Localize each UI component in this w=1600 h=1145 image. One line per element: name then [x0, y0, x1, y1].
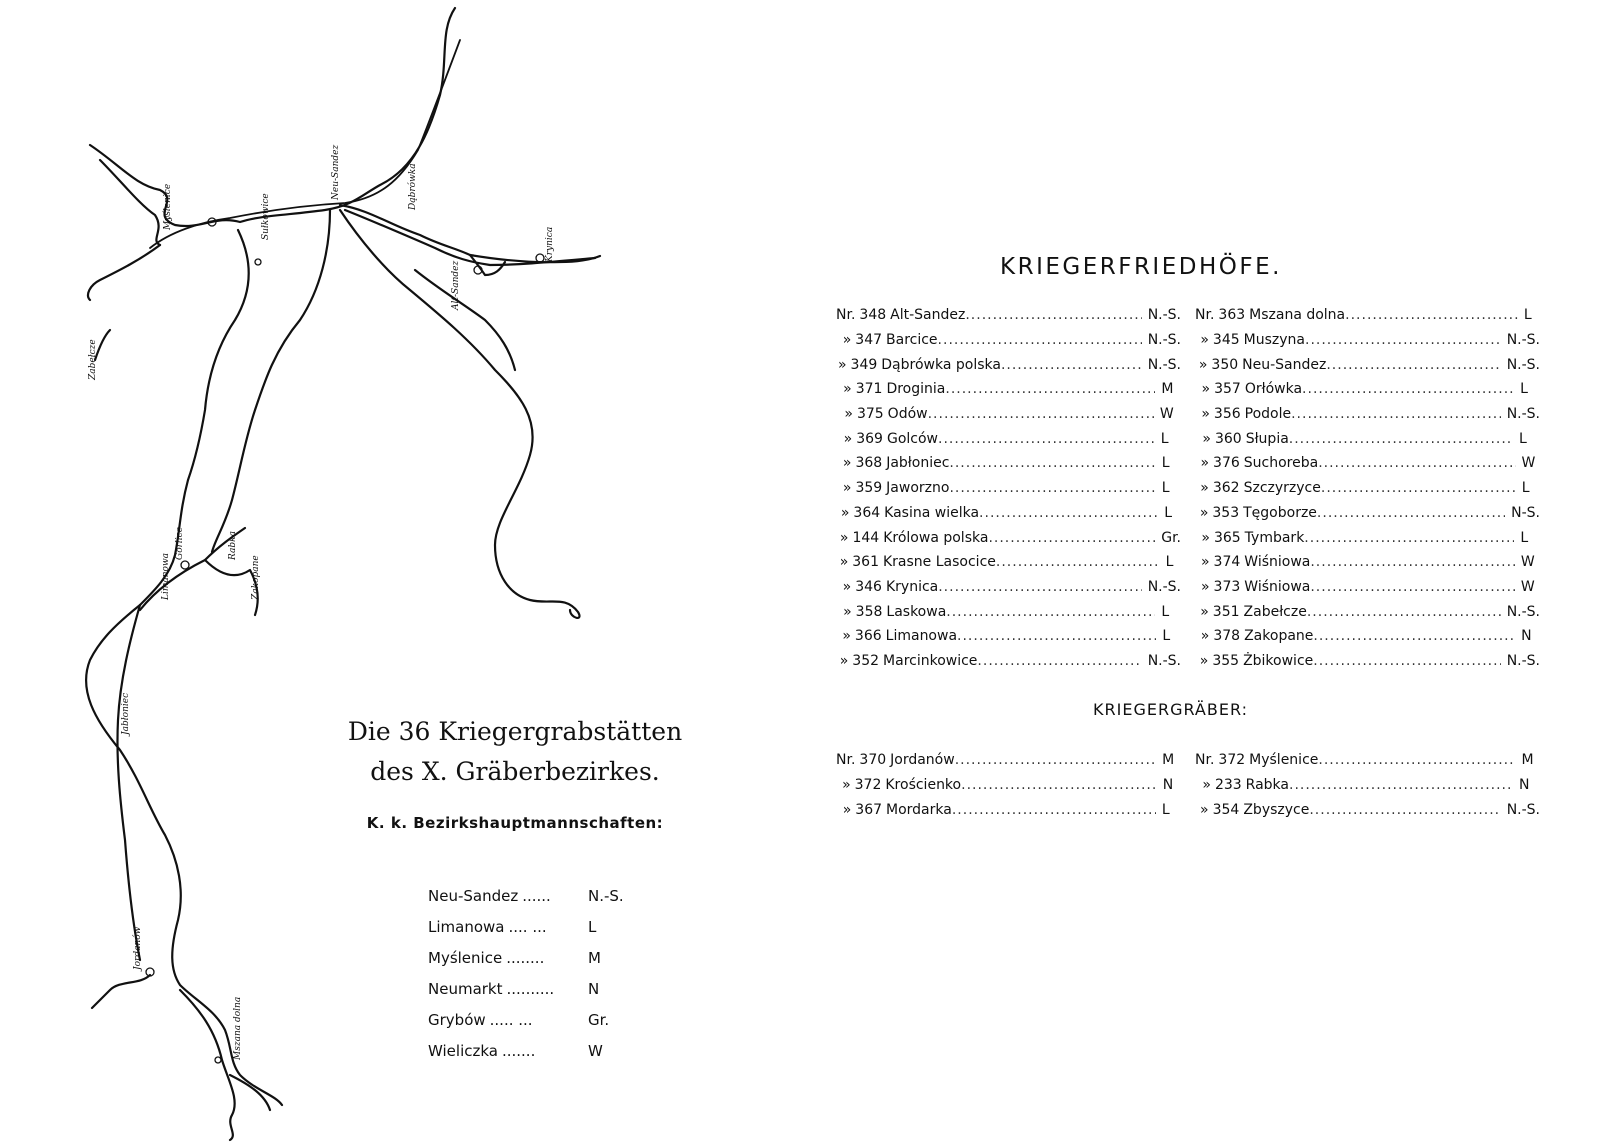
district-abbr: N.-S.	[588, 886, 624, 905]
entry-number: 348	[859, 307, 887, 324]
dot-leader	[1001, 357, 1142, 373]
district-name	[428, 918, 588, 936]
entry-district: W	[1159, 406, 1174, 423]
map-label: Gorlice	[175, 526, 185, 560]
list-item	[836, 501, 1181, 526]
district-name-text: Neumarkt	[428, 979, 503, 998]
dot-leader	[1291, 406, 1501, 422]
entry-number: 351	[1212, 603, 1240, 620]
entry-name: Tymbark	[1244, 529, 1305, 546]
entry-marker: »	[839, 529, 849, 546]
dot-leader	[1313, 628, 1515, 644]
map-label: Neu-Sandez	[331, 144, 341, 200]
list-item	[1195, 352, 1540, 377]
dot-leader	[977, 653, 1141, 669]
dot-leader	[965, 307, 1141, 323]
entry-marker: Nr.	[836, 752, 856, 769]
list-item	[836, 525, 1181, 550]
entry-name: Alt-Sandez	[890, 307, 966, 324]
list-item	[1195, 377, 1540, 402]
entry-marker: »	[1200, 801, 1209, 818]
map-label: Alt-Sandez	[451, 260, 461, 310]
entry-name: Mordarka	[886, 801, 952, 818]
entry-district: L	[1161, 455, 1170, 472]
entry-number: 365	[1213, 529, 1241, 546]
dot-leader	[928, 406, 1154, 422]
dot-leader	[1304, 530, 1514, 546]
entry-marker: »	[1199, 504, 1209, 521]
entry-district: L	[1521, 480, 1530, 497]
entry-district: L	[1162, 628, 1171, 645]
entry-number: 352	[852, 652, 880, 669]
entry-marker: »	[840, 504, 850, 521]
entry-number: 375	[856, 406, 884, 423]
entry-number: 357	[1214, 381, 1241, 398]
district-name	[428, 980, 588, 998]
districts-heading: K. k. Bezirkshauptmannschaften:	[366, 814, 664, 832]
map-label: Zakopane	[251, 555, 261, 600]
entry-district: L	[1520, 381, 1528, 398]
district-name-text: Neu-Sandez	[428, 886, 519, 905]
entry-name: Królowa polska	[883, 529, 989, 546]
entry-marker: »	[1201, 406, 1210, 423]
list-item	[836, 550, 1181, 575]
entry-marker: »	[1200, 554, 1210, 571]
entry-district: N.-S.	[1506, 356, 1540, 373]
entry-marker: »	[842, 332, 852, 349]
entry-number: 359	[855, 480, 883, 497]
district-row	[428, 942, 648, 973]
entry-district: L	[1519, 430, 1527, 447]
list-item	[1195, 649, 1540, 674]
entry-number: 362	[1212, 480, 1240, 497]
list-item	[1195, 426, 1540, 451]
dot-leader	[1318, 752, 1515, 768]
list-item	[1195, 550, 1540, 575]
entry-number: 355	[1212, 652, 1240, 669]
entry-name: Neu-Sandez	[1242, 356, 1327, 373]
entry-district: N	[1162, 777, 1174, 794]
list-item	[836, 377, 1181, 402]
entry-marker: »	[844, 406, 853, 423]
entry-district: M	[1162, 752, 1175, 769]
entry-number: 356	[1213, 406, 1241, 423]
entry-name: Jordanów	[890, 752, 955, 769]
entry-name: Krynica	[885, 578, 939, 595]
district-name	[428, 949, 588, 967]
list-item	[1195, 476, 1540, 501]
entry-district: N.-S.	[1506, 603, 1540, 620]
entry-marker: Nr.	[1195, 307, 1215, 324]
district-abbr: M	[588, 948, 601, 967]
kriegergraeber-heading: KRIEGERGRÄBER:	[1093, 700, 1248, 719]
entry-marker: »	[1200, 480, 1209, 497]
map-label: Krynica	[545, 226, 555, 262]
entry-marker: Nr.	[1195, 752, 1215, 769]
entry-name: Limanowa	[885, 628, 958, 645]
list-item	[1195, 773, 1540, 798]
entry-district: N	[1519, 777, 1530, 794]
entry-name: Krasne Lasocice	[883, 554, 996, 571]
entry-marker: »	[1202, 430, 1211, 447]
list-item	[836, 402, 1181, 427]
entry-name: Krościenko	[885, 777, 962, 794]
district-row	[428, 1035, 648, 1066]
entry-name: Dąbrówka polska	[881, 356, 1001, 373]
list-item	[836, 352, 1181, 377]
entry-marker: »	[843, 381, 852, 398]
entry-name: Odów	[887, 406, 928, 423]
district-dots: ..........	[506, 979, 555, 998]
entry-district: L	[1164, 504, 1173, 521]
entry-marker: »	[839, 554, 849, 571]
list-item	[836, 599, 1181, 624]
entry-name: Tęgoborze	[1243, 504, 1317, 521]
entry-district: L	[1161, 480, 1170, 497]
entry-marker: »	[842, 801, 852, 818]
list-item	[836, 748, 1181, 773]
dot-leader	[938, 431, 1155, 447]
entry-district: M	[1161, 381, 1174, 398]
dot-leader	[1345, 307, 1518, 323]
map-label: Rabka	[228, 531, 238, 560]
graves-list-right	[1195, 748, 1540, 822]
entry-number: 144	[852, 529, 880, 546]
list-item	[836, 773, 1181, 798]
entry-name: Słupia	[1245, 430, 1289, 447]
entry-marker: »	[842, 480, 852, 497]
dot-leader	[1289, 777, 1513, 793]
entry-marker: »	[1200, 603, 1209, 620]
page-title-line2: des X. Gräberbezirkes.	[370, 757, 660, 786]
entry-marker: Nr.	[836, 307, 856, 324]
entry-district: N.-S.	[1506, 332, 1540, 349]
entry-number: 358	[855, 603, 883, 620]
map-label: Sułkowice	[261, 193, 271, 240]
district-dots: .... ...	[508, 917, 547, 936]
entry-number: 364	[853, 504, 881, 521]
entry-number: 373	[1213, 578, 1241, 595]
district-name	[428, 887, 588, 905]
entry-name: Zakopane	[1244, 628, 1314, 645]
entry-district: W	[1520, 554, 1535, 571]
dot-leader	[938, 332, 1142, 348]
entry-name: Laskowa	[886, 603, 947, 620]
map-label: Jordanów	[133, 926, 143, 970]
entry-district: W	[1520, 578, 1535, 595]
entry-name: Droginia	[886, 381, 946, 398]
entry-number: 372	[854, 777, 882, 794]
entry-marker: »	[839, 652, 849, 669]
list-item	[1195, 402, 1540, 427]
list-item	[1195, 797, 1540, 822]
map-label: Dąbrówka	[408, 163, 418, 210]
dot-leader	[1313, 653, 1500, 669]
entry-district: L	[1160, 430, 1169, 447]
entry-number: 370	[859, 752, 887, 769]
entry-name: Zabełcze	[1243, 603, 1307, 620]
entry-number: 346	[855, 578, 882, 595]
entry-marker: »	[843, 603, 852, 620]
entry-number: 378	[1213, 628, 1241, 645]
entry-number: 376	[1213, 455, 1240, 472]
entry-marker: »	[842, 777, 851, 794]
list-item	[836, 797, 1181, 822]
entry-marker: »	[842, 628, 851, 645]
cemetery-list-left	[836, 303, 1181, 673]
entry-district: N.-S.	[1147, 578, 1181, 595]
dot-leader	[1289, 431, 1513, 447]
dot-leader	[1318, 455, 1515, 471]
map-label: Zabełcze	[88, 339, 98, 380]
list-item	[1195, 624, 1540, 649]
entry-name: Kasina wielka	[884, 504, 980, 521]
entry-number: 347	[855, 332, 883, 349]
entry-district: N.-S.	[1147, 652, 1181, 669]
dot-leader	[961, 777, 1157, 793]
district-dots: ........	[506, 948, 545, 967]
map-label: Myślenice	[163, 183, 173, 230]
entry-number: 374	[1213, 554, 1241, 571]
entry-number: 368	[855, 455, 883, 472]
list-item	[1195, 748, 1540, 773]
district-name-text: Wieliczka	[428, 1041, 498, 1060]
district-row	[428, 880, 648, 911]
dot-leader	[946, 604, 1155, 620]
dot-leader	[949, 480, 1155, 496]
dot-leader	[1326, 357, 1500, 373]
dot-leader	[988, 530, 1155, 546]
district-name	[428, 1042, 588, 1060]
dot-leader	[952, 802, 1156, 818]
entry-number: 361	[852, 554, 879, 571]
list-item	[1195, 575, 1540, 600]
district-dots: .......	[501, 1041, 536, 1060]
list-item	[1195, 599, 1540, 624]
entry-name: Jaworzno	[886, 480, 950, 497]
entry-marker: »	[1201, 381, 1211, 398]
entry-marker: »	[1200, 455, 1210, 472]
district-dots: ..... ...	[489, 1010, 533, 1029]
entry-district: W	[1521, 455, 1536, 472]
district-dots: ......	[522, 886, 551, 905]
entry-marker: »	[842, 455, 852, 472]
entry-district: N.-S.	[1147, 332, 1181, 349]
entry-marker: »	[1200, 628, 1210, 645]
district-abbr: W	[588, 1041, 603, 1060]
page-title: Die 36 Kriegergrabstätten	[347, 717, 683, 746]
entry-district: N.-S.	[1147, 356, 1181, 373]
dot-leader	[955, 752, 1156, 768]
map-label: Mszana dolna	[233, 996, 243, 1060]
entry-number: 367	[855, 801, 883, 818]
entry-name: Rabka	[1245, 777, 1289, 794]
entry-district: L	[1520, 529, 1529, 546]
list-item	[1195, 501, 1540, 526]
entry-number: 372	[1218, 752, 1246, 769]
dot-leader	[1302, 381, 1514, 397]
entry-name: Wiśniowa	[1244, 578, 1311, 595]
entry-district: N.-S.	[1147, 307, 1181, 324]
entry-name: Żbikowice	[1243, 652, 1314, 669]
entry-number: 233	[1214, 777, 1242, 794]
district-row	[428, 911, 648, 942]
entry-name: Muszyna	[1243, 332, 1305, 349]
dot-leader	[1310, 579, 1515, 595]
entry-marker: »	[837, 356, 847, 373]
map-label: Limanowa	[161, 552, 171, 600]
dot-leader	[1321, 480, 1516, 496]
entry-district: N	[1521, 628, 1532, 645]
list-item	[836, 451, 1181, 476]
entry-name: Mszana dolna	[1249, 307, 1346, 324]
dot-leader	[949, 455, 1155, 471]
dot-leader	[1305, 332, 1501, 348]
dot-leader	[1310, 554, 1515, 570]
entry-number: 349	[850, 356, 878, 373]
entry-number: 350	[1211, 356, 1239, 373]
list-item	[1195, 525, 1540, 550]
entry-number: 369	[856, 430, 883, 447]
list-item	[1195, 451, 1540, 476]
list-item	[1195, 328, 1540, 353]
entry-marker: »	[1200, 332, 1209, 349]
map-label: Jabłoniec	[121, 692, 131, 735]
graves-list-left	[836, 748, 1181, 822]
entry-district: M	[1521, 752, 1534, 769]
district-abbr: N	[588, 979, 600, 998]
entry-name: Orłówka	[1244, 381, 1303, 398]
district-name-text: Grybów	[428, 1010, 486, 1029]
district-name-text: Myślenice	[428, 948, 503, 967]
list-item	[836, 575, 1181, 600]
entry-number: 345	[1212, 332, 1240, 349]
entry-district: N.-S.	[1506, 652, 1540, 669]
entry-district: N.-S.	[1506, 406, 1540, 423]
entry-name: Wiśniowa	[1244, 554, 1311, 571]
district-name	[428, 1011, 588, 1029]
entry-number: 363	[1218, 307, 1246, 324]
district-name-text: Limanowa	[428, 917, 505, 936]
entry-district: L	[1161, 801, 1170, 818]
entry-name: Barcice	[886, 332, 938, 349]
list-item	[836, 624, 1181, 649]
entry-name: Podole	[1244, 406, 1292, 423]
district-row	[428, 1004, 648, 1035]
title-block	[300, 712, 730, 832]
entry-name: Zbyszyce	[1243, 801, 1310, 818]
entry-number: 371	[855, 381, 883, 398]
districts-list	[428, 880, 648, 1066]
entry-name: Myślenice	[1249, 752, 1319, 769]
entry-number: 354	[1212, 801, 1240, 818]
entry-name: Suchoreba	[1243, 455, 1319, 472]
dot-leader	[945, 381, 1155, 397]
district-abbr: L	[588, 917, 597, 936]
list-item	[836, 476, 1181, 501]
entry-name: Jabłoniec	[886, 455, 950, 472]
entry-marker: »	[1202, 777, 1211, 794]
district-row	[428, 973, 648, 1004]
cemetery-list-right	[1195, 303, 1540, 673]
entry-name: Szczyrzyce	[1243, 480, 1321, 497]
list-item	[836, 328, 1181, 353]
entry-district: L	[1523, 307, 1532, 324]
entry-district: N-S.	[1511, 504, 1540, 521]
entry-number: 360	[1214, 430, 1242, 447]
dot-leader	[1317, 505, 1505, 521]
entry-number: 353	[1212, 504, 1240, 521]
entry-name: Golców	[886, 430, 938, 447]
entry-marker: »	[842, 578, 852, 595]
entry-district: L	[1165, 554, 1174, 571]
entry-marker: »	[843, 430, 853, 447]
entry-marker: »	[1199, 652, 1209, 669]
entry-name: Marcinkowice	[883, 652, 978, 669]
dot-leader	[938, 579, 1141, 595]
list-item	[836, 649, 1181, 674]
entry-district: N.-S.	[1506, 801, 1540, 818]
entry-marker: »	[1201, 529, 1210, 546]
district-abbr: Gr.	[588, 1010, 610, 1029]
dot-leader	[979, 505, 1158, 521]
dot-leader	[996, 554, 1160, 570]
list-item	[1195, 303, 1540, 328]
entry-district: Gr.	[1161, 529, 1181, 546]
dot-leader	[957, 628, 1156, 644]
list-item	[836, 303, 1181, 328]
entry-marker: »	[1198, 356, 1208, 373]
kriegerfriedhoefe-heading: KRIEGERFRIEDHÖFE.	[1000, 254, 1282, 280]
list-item	[836, 426, 1181, 451]
dot-leader	[1309, 802, 1500, 818]
entry-district: L	[1161, 603, 1170, 620]
entry-number: 366	[854, 628, 882, 645]
entry-marker: »	[1200, 578, 1210, 595]
dot-leader	[1307, 604, 1501, 620]
